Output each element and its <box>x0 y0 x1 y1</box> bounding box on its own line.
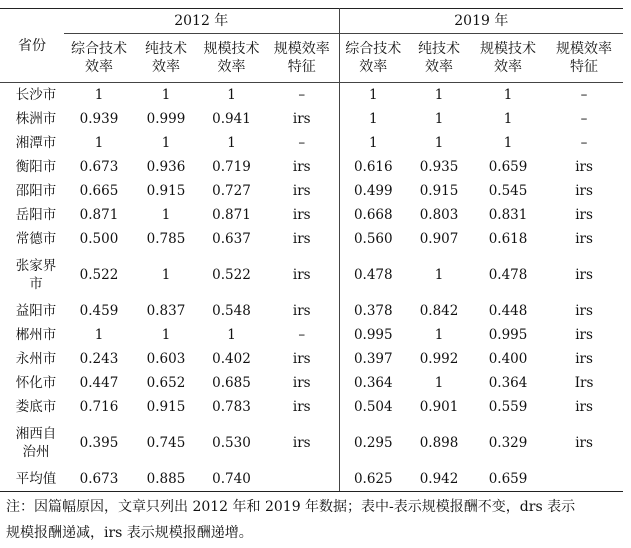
value-cell: 0.545 <box>488 183 528 199</box>
value-cell: 0.942 <box>407 467 471 492</box>
value-cell: – <box>265 323 339 347</box>
table-row <box>0 347 623 371</box>
value-cell: 0.837 <box>146 303 186 319</box>
value-cell: 0.459 <box>79 303 119 319</box>
year-2012-header: 2012 年 <box>64 9 339 34</box>
value-cell: 0.941 <box>212 111 251 127</box>
value-cell: 0.522 <box>79 267 119 283</box>
value-cell: 0.719 <box>212 159 251 175</box>
value-cell: irs <box>265 107 339 131</box>
value-cell: 0.995 <box>488 327 528 343</box>
value-cell: 0.448 <box>488 303 528 319</box>
value-cell: 0.522 <box>212 267 251 283</box>
value-cell: 0.803 <box>419 207 459 223</box>
metric-header <box>339 34 407 83</box>
metric-header-line: 特征 <box>570 59 599 75</box>
value-cell: 0.625 <box>339 467 407 492</box>
value-cell: irs <box>265 155 339 179</box>
value-cell: 0.901 <box>419 399 459 415</box>
value-cell: irs <box>265 395 339 419</box>
value-cell: 0.478 <box>353 267 393 283</box>
province-name-line: 益阳市 <box>15 303 57 319</box>
table-row <box>0 299 623 323</box>
value-cell: 0.530 <box>212 435 251 451</box>
table-row <box>0 155 623 179</box>
table-row <box>0 107 623 131</box>
table-row <box>0 419 623 467</box>
value-cell: 0.478 <box>488 267 528 283</box>
province-cell <box>0 107 64 131</box>
metric-header-line: 效率 <box>359 59 388 75</box>
metric-header-line: 效率 <box>425 59 454 75</box>
value-cell: 0.783 <box>212 399 251 415</box>
metric-header-line: 特征 <box>287 59 316 75</box>
value-cell: irs <box>265 347 339 371</box>
value-cell: 1 <box>161 87 171 103</box>
value-cell: irs <box>575 399 593 415</box>
metric-header <box>545 34 623 83</box>
province-cell <box>0 395 64 419</box>
value-cell: 0.673 <box>64 467 134 492</box>
value-cell: 1 <box>161 207 171 223</box>
value-cell: 1 <box>503 87 513 103</box>
value-cell: 1 <box>434 135 444 151</box>
province-name-line: 常德市 <box>15 231 57 247</box>
value-cell: 1 <box>161 327 171 343</box>
value-cell: 0.560 <box>353 231 393 247</box>
table-row <box>0 203 623 227</box>
value-cell: 0.992 <box>419 351 459 367</box>
province-cell <box>0 179 64 203</box>
value-cell: 0.500 <box>79 231 119 247</box>
province-name-line: 娄底市 <box>15 399 57 415</box>
value-cell: 0.685 <box>212 375 251 391</box>
table-row <box>0 251 623 299</box>
value-cell: 1 <box>227 87 236 103</box>
table-row <box>0 395 623 419</box>
metric-header-line: 效率 <box>217 59 246 75</box>
year-2019-header: 2019 年 <box>339 9 623 34</box>
province-cell <box>0 251 64 299</box>
province-name-line: 郴州市 <box>15 327 57 343</box>
value-cell: 0.995 <box>353 327 393 343</box>
value-cell: 0.898 <box>419 435 459 451</box>
province-name-line: 张家界 <box>15 258 57 274</box>
value-cell: – <box>580 87 588 103</box>
value-cell: – <box>265 83 339 108</box>
value-cell: irs <box>265 419 339 467</box>
value-cell: 0.295 <box>353 435 393 451</box>
value-cell: 1 <box>434 111 444 127</box>
province-cell <box>0 203 64 227</box>
value-cell: 0.740 <box>198 467 265 492</box>
value-cell: 1 <box>434 327 444 343</box>
value-cell: 0.935 <box>419 159 459 175</box>
province-cell <box>0 155 64 179</box>
value-cell: 1 <box>227 327 236 343</box>
province-cell <box>0 299 64 323</box>
table-row <box>0 467 623 492</box>
metric-header-line: 综合技术 <box>71 41 127 57</box>
metric-header-line: 效率 <box>494 59 523 75</box>
value-cell: 0.915 <box>146 183 186 199</box>
metric-header <box>471 34 545 83</box>
value-cell: 0.831 <box>488 207 528 223</box>
value-cell: irs <box>265 179 339 203</box>
value-cell: 0.637 <box>212 231 251 247</box>
province-name-line: 长沙市 <box>15 87 57 103</box>
metric-header-line: 规模技术 <box>203 41 260 57</box>
year-header-row <box>0 9 623 34</box>
value-cell <box>545 467 623 492</box>
province-name-line: 湘西自 <box>15 426 57 442</box>
province-cell <box>0 131 64 155</box>
table-row <box>0 371 623 395</box>
value-cell: 1 <box>434 375 444 391</box>
metric-header-line: 规模效率 <box>273 41 330 57</box>
metric-header-line: 纯技术 <box>418 41 461 57</box>
value-cell: 1 <box>503 111 513 127</box>
value-cell: 0.364 <box>488 375 528 391</box>
province-name-line: 怀化市 <box>15 375 57 391</box>
value-cell: irs <box>575 303 593 319</box>
value-cell: 0.504 <box>353 399 393 415</box>
value-cell: 1 <box>434 87 444 103</box>
value-cell: 0.915 <box>419 183 459 199</box>
province-cell <box>0 467 64 492</box>
metric-header-line: 规模效率 <box>556 41 613 57</box>
value-cell: 1 <box>434 267 444 283</box>
value-cell: 0.395 <box>79 435 119 451</box>
value-cell: – <box>580 135 588 151</box>
value-cell: 0.871 <box>212 207 251 223</box>
province-cell <box>0 83 64 108</box>
value-cell: 0.727 <box>212 183 251 199</box>
table-row <box>0 83 623 108</box>
value-cell: 1 <box>94 87 104 103</box>
value-cell: irs <box>265 227 339 251</box>
value-cell: 0.842 <box>419 303 459 319</box>
value-cell: 0.673 <box>79 159 119 175</box>
value-cell: irs <box>265 251 339 299</box>
value-cell: 0.400 <box>488 351 528 367</box>
value-cell: 1 <box>503 135 513 151</box>
metric-header <box>407 34 471 83</box>
value-cell: – <box>580 111 588 127</box>
metric-header-line: 效率 <box>152 59 180 75</box>
metric-header <box>198 34 265 83</box>
value-cell: irs <box>575 207 593 223</box>
province-cell <box>0 371 64 395</box>
value-cell: 0.243 <box>79 351 119 367</box>
metric-header <box>64 34 134 83</box>
province-name-line: 平均值 <box>15 471 57 487</box>
value-cell: irs <box>575 231 593 247</box>
province-cell <box>0 419 64 467</box>
value-cell: 0.402 <box>212 351 251 367</box>
metric-header <box>134 34 198 83</box>
value-cell: 0.915 <box>146 399 186 415</box>
value-cell: 0.907 <box>419 231 459 247</box>
metric-header-line: 效率 <box>85 59 113 75</box>
province-name-line: 株洲市 <box>15 111 57 127</box>
value-cell: 1 <box>161 267 171 283</box>
value-cell: 0.447 <box>79 375 119 391</box>
table-header <box>0 9 623 83</box>
value-cell: 0.871 <box>79 207 119 223</box>
value-cell: 0.652 <box>146 375 186 391</box>
province-name-line: 治州 <box>22 444 50 460</box>
metric-header-line: 规模技术 <box>480 41 537 57</box>
province-column-header: 省份 <box>0 9 64 83</box>
province-cell <box>0 227 64 251</box>
footnote-line: 注：因篇幅原因，文章只列出 2012 年和 2019 年数据；表中-表示规模报酬不变，drs 表示 <box>6 499 576 515</box>
value-cell: irs <box>575 435 593 451</box>
value-cell <box>265 467 339 492</box>
metric-header-row <box>0 34 623 83</box>
province-name-line: 衡阳市 <box>15 159 57 175</box>
value-cell: – <box>265 131 339 155</box>
table-row <box>0 323 623 347</box>
metric-header-line: 纯技术 <box>145 41 187 57</box>
province-name-line: 市 <box>29 276 43 292</box>
value-cell: Irs <box>574 375 594 391</box>
metric-header <box>265 34 339 83</box>
metric-header-line: 综合技术 <box>345 41 402 57</box>
value-cell: 1 <box>94 327 104 343</box>
value-cell: irs <box>265 203 339 227</box>
value-cell: 0.659 <box>488 159 528 175</box>
province-name-line: 湘潭市 <box>15 135 57 151</box>
value-cell: 1 <box>227 135 236 151</box>
value-cell: 0.939 <box>79 111 119 127</box>
value-cell: 0.936 <box>146 159 186 175</box>
value-cell: irs <box>575 267 593 283</box>
value-cell: 0.499 <box>353 183 393 199</box>
value-cell: 1 <box>368 135 378 151</box>
value-cell: irs <box>575 183 593 199</box>
value-cell: irs <box>575 351 593 367</box>
value-cell: 0.559 <box>488 399 528 415</box>
value-cell: 0.397 <box>353 351 393 367</box>
value-cell: irs <box>575 159 593 175</box>
value-cell: 0.616 <box>353 159 393 175</box>
value-cell: irs <box>265 299 339 323</box>
table-row <box>0 131 623 155</box>
value-cell: 0.618 <box>488 231 528 247</box>
value-cell: 0.885 <box>134 467 198 492</box>
value-cell: 0.745 <box>146 435 186 451</box>
value-cell: 0.785 <box>146 231 186 247</box>
value-cell: 1 <box>94 135 104 151</box>
table-row <box>0 179 623 203</box>
value-cell: 1 <box>368 87 378 103</box>
value-cell: 1 <box>161 135 171 151</box>
value-cell: 0.548 <box>212 303 251 319</box>
table-row <box>0 227 623 251</box>
footnote-line: 规模报酬递减，irs 表示规模报酬递增。 <box>6 525 253 541</box>
efficiency-table <box>0 8 623 492</box>
value-cell: 0.665 <box>79 183 119 199</box>
province-cell <box>0 323 64 347</box>
value-cell: 0.999 <box>146 111 186 127</box>
value-cell: 0.668 <box>353 207 393 223</box>
value-cell: 0.378 <box>353 303 393 319</box>
table-body <box>0 83 623 492</box>
value-cell: 0.603 <box>146 351 186 367</box>
value-cell: irs <box>575 327 593 343</box>
value-cell: 1 <box>368 111 378 127</box>
province-cell <box>0 347 64 371</box>
province-name-line: 岳阳市 <box>15 207 57 223</box>
value-cell: irs <box>265 371 339 395</box>
value-cell: 0.716 <box>79 399 119 415</box>
value-cell: 0.329 <box>488 435 528 451</box>
table-footnote <box>6 494 624 546</box>
province-name-line: 永州市 <box>15 351 57 367</box>
value-cell: 0.659 <box>471 467 545 492</box>
province-name-line: 邵阳市 <box>15 183 57 199</box>
value-cell: 0.364 <box>353 375 393 391</box>
